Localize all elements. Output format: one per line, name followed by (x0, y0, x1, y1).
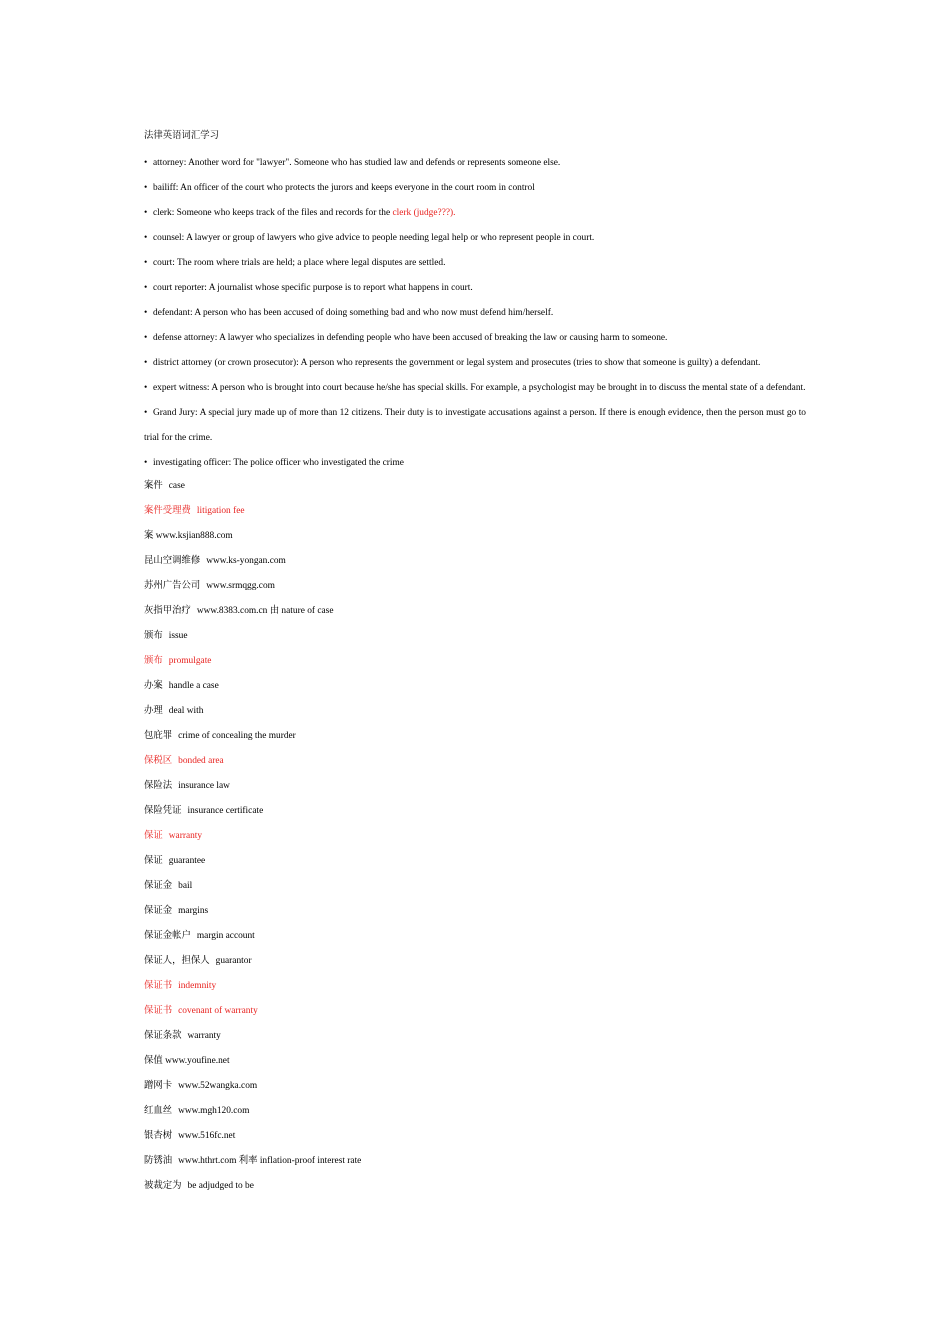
bullet-icon: • (144, 158, 148, 168)
vocab-english: www.8383.com.cn 由 nature of case (196, 606, 334, 616)
vocab-entry (144, 976, 806, 1001)
bullet-icon: • (144, 458, 148, 468)
vocab-entry (144, 551, 806, 576)
vocab-chinese: 办理 (144, 706, 163, 716)
bullet-icon: • (144, 183, 148, 193)
vocab-entry (144, 476, 806, 501)
vocab-entry (144, 926, 806, 951)
vocab-entry (144, 801, 806, 826)
glossary-text: district attorney (or crown prosecutor): A person who represents the government or legal system and prosecutes (tries to show that someone is guilty) a defendant. (153, 358, 761, 368)
vocab-chinese: 保税区 (144, 756, 173, 766)
page-title: 法律英语词汇学习 (144, 131, 220, 141)
vocab-english: margins (178, 906, 209, 916)
bullet-icon: • (144, 358, 148, 368)
vocab-chinese: 案件 (144, 481, 163, 491)
glossary-text: defense attorney: A lawyer who specializes in defending people who have been accused of breaking the law or causing harm to someone. (153, 333, 668, 343)
vocab-chinese: 包庇罪 (144, 731, 173, 741)
vocab-chinese: 保证 (144, 831, 163, 841)
vocab-entry (144, 576, 806, 601)
vocab-entry (144, 776, 806, 801)
vocab-entry (144, 1026, 806, 1051)
bullet-icon: • (144, 408, 148, 418)
vocab-chinese: 昆山空调维修 (144, 556, 201, 566)
vocab-english: issue (168, 631, 188, 641)
vocab-entry (144, 1126, 806, 1151)
vocab-english: guarantor (215, 956, 252, 966)
vocab-chinese: 保险法 (144, 781, 173, 791)
glossary-text: clerk: Someone who keeps track of the files and records for the (153, 208, 393, 218)
glossary-text: expert witness: A person who is brought into court because he/she has special skills. For example, a psychologist may be brought in to discuss the mental state of a defendant. (153, 383, 806, 393)
vocab-entry (144, 1176, 806, 1201)
vocab-english: bail (178, 881, 193, 891)
vocab-english: www.ks-yongan.com (206, 556, 286, 566)
vocab-entry (144, 1076, 806, 1101)
glossary-item (144, 376, 806, 401)
vocab-english: guarantee (168, 856, 206, 866)
vocab-chinese: 保证书 (144, 1006, 173, 1016)
glossary-text: bailiff: An officer of the court who protects the jurors and keeps everyone in the court room in control (153, 183, 535, 193)
vocab-chinese: 灰指甲治疗 (144, 606, 191, 616)
glossary-list (144, 151, 806, 476)
vocab-english: be adjudged to be (187, 1181, 254, 1191)
vocab-english: deal with (168, 706, 204, 716)
glossary-item (144, 301, 806, 326)
bullet-icon: • (144, 258, 148, 268)
vocab-english: warranty (168, 831, 203, 841)
vocab-chinese: 颁布 (144, 631, 163, 641)
glossary-item (144, 351, 806, 376)
vocab-chinese: 保值 www.youfine.net (144, 1056, 230, 1066)
vocab-chinese: 保证人，担保人 (144, 956, 210, 966)
vocab-chinese: 苏州广告公司 (144, 581, 201, 591)
glossary-text: court: The room where trials are held; a place where legal disputes are settled. (153, 258, 446, 268)
bullet-icon: • (144, 233, 148, 243)
glossary-item (144, 226, 806, 251)
glossary-text: attorney: Another word for "lawyer". Someone who has studied law and defends or represents someone else. (153, 158, 561, 168)
bullet-icon: • (144, 308, 148, 318)
vocab-english: warranty (187, 1031, 221, 1041)
glossary-item (144, 201, 806, 226)
vocab-entry (144, 951, 806, 976)
vocab-chinese: 银杏树 (144, 1131, 173, 1141)
vocab-english: case (168, 481, 185, 491)
glossary-item (144, 176, 806, 201)
vocab-entry (144, 726, 806, 751)
bullet-icon: • (144, 208, 148, 218)
glossary-text: counsel: A lawyer or group of lawyers who give advice to people needing legal help or who represent people in court. (153, 233, 595, 243)
bullet-icon: • (144, 283, 148, 293)
glossary-item (144, 251, 806, 276)
vocab-entry (144, 526, 806, 551)
vocab-english: www.hthrt.com 利率 inflation-proof interest rate (178, 1156, 362, 1166)
glossary-item (144, 401, 806, 451)
vocab-entry (144, 876, 806, 901)
vocab-chinese: 办案 (144, 681, 163, 691)
vocab-chinese: 保险凭证 (144, 806, 182, 816)
vocab-english: indemnity (178, 981, 217, 991)
glossary-item (144, 326, 806, 351)
glossary-item (144, 151, 806, 176)
bullet-icon: • (144, 383, 148, 393)
vocab-entry (144, 676, 806, 701)
vocab-chinese: 红血丝 (144, 1106, 173, 1116)
vocab-english: crime of concealing the murder (178, 731, 296, 741)
vocab-entry (144, 826, 806, 851)
vocab-chinese: 颁布 (144, 656, 163, 666)
vocab-chinese: 案 www.ksjian888.com (144, 531, 233, 541)
glossary-item (144, 451, 806, 476)
vocab-chinese: 保证 (144, 856, 163, 866)
vocab-english: margin account (196, 931, 255, 941)
vocab-chinese: 保证金 (144, 881, 173, 891)
vocab-chinese: 保证条款 (144, 1031, 182, 1041)
glossary-text: investigating officer: The police officer who investigated the crime (153, 458, 404, 468)
vocab-entry (144, 701, 806, 726)
vocab-chinese: 被裁定为 (144, 1181, 182, 1191)
vocab-english: litigation fee (196, 506, 245, 516)
vocab-chinese: 案件受理费 (144, 506, 191, 516)
vocab-english: insurance law (178, 781, 230, 791)
vocab-english: insurance certificate (187, 806, 264, 816)
vocab-chinese: 保证金帐户 (144, 931, 191, 941)
vocab-entry (144, 1101, 806, 1126)
bullet-icon: • (144, 333, 148, 343)
vocab-entry (144, 501, 806, 526)
vocab-chinese: 蹭网卡 (144, 1081, 173, 1091)
vocab-english: www.516fc.net (178, 1131, 236, 1141)
vocab-chinese: 防锈油 (144, 1156, 173, 1166)
vocab-english: promulgate (168, 656, 212, 666)
glossary-text: Grand Jury: A special jury made up of more than 12 citizens. Their duty is to investigate accusations against a person. If there is enough evidence, then the person must go to trial for the crime. (144, 408, 806, 443)
vocab-chinese: 保证书 (144, 981, 173, 991)
vocab-english: covenant of warranty (178, 1006, 258, 1016)
vocabulary-list (144, 476, 806, 1201)
glossary-text: court reporter: A journalist whose specific purpose is to report what happens in court. (153, 283, 473, 293)
vocab-chinese: 保证金 (144, 906, 173, 916)
vocab-entry (144, 851, 806, 876)
vocab-english: bonded area (178, 756, 224, 766)
vocab-english: www.srmqgg.com (206, 581, 275, 591)
vocab-english: www.mgh120.com (178, 1106, 250, 1116)
glossary-item (144, 276, 806, 301)
vocab-entry (144, 651, 806, 676)
highlighted-text: clerk (judge???) (392, 208, 454, 218)
vocab-entry (144, 901, 806, 926)
vocab-entry (144, 601, 806, 626)
glossary-tail: . (453, 208, 456, 218)
vocab-english: www.52wangka.com (178, 1081, 258, 1091)
glossary-text: defendant: A person who has been accused of doing something bad and who now must defend him/herself. (153, 308, 554, 318)
vocab-entry (144, 1001, 806, 1026)
vocab-entry (144, 1051, 806, 1076)
vocab-entry (144, 751, 806, 776)
vocab-entry (144, 1151, 806, 1176)
vocab-entry (144, 626, 806, 651)
vocab-english: handle a case (168, 681, 219, 691)
document-page (144, 126, 806, 1201)
